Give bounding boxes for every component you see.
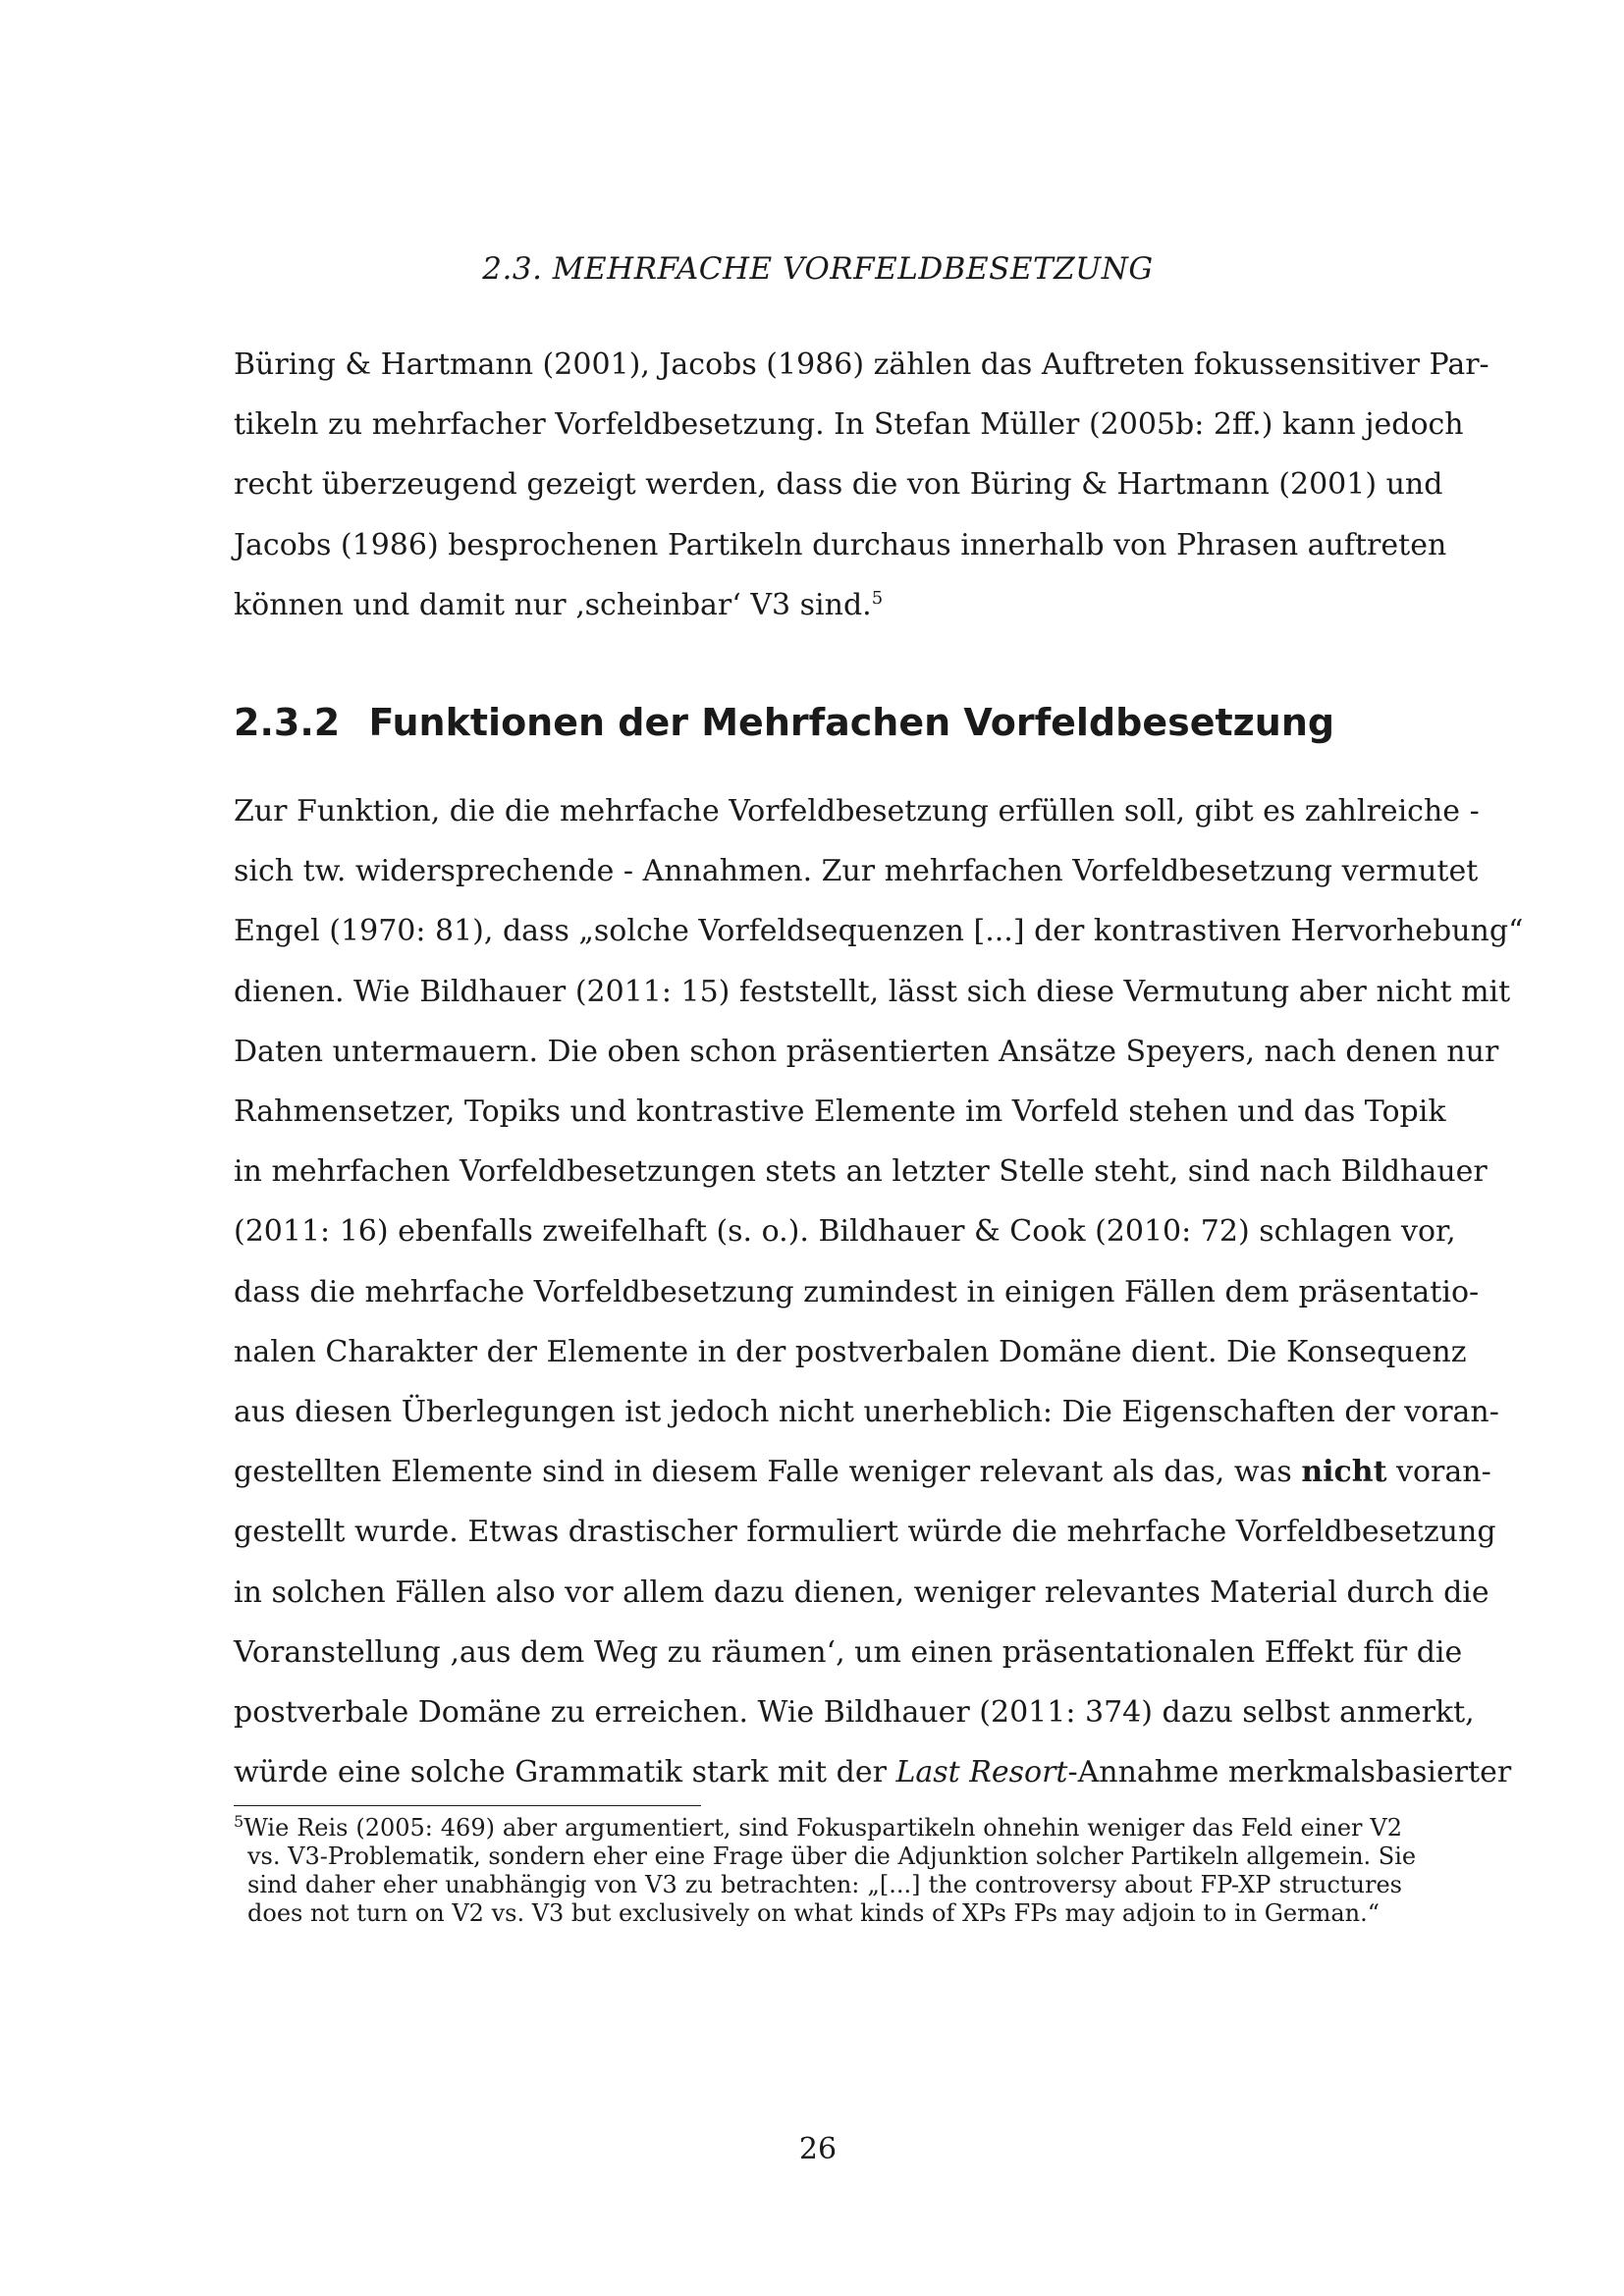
paragraph-2-line: dienen. Wie Bildhauer (2011: 15) feststellt, lässt sich diese Vermutung aber nicht mit (234, 974, 1511, 1009)
paragraph-1-line: Büring & Hartmann (2001), Jacobs (1986) zählen das Auftreten fokussensitiver Par- (234, 347, 1489, 382)
footnote-reference[interactable]: 5 (871, 587, 884, 609)
paragraph-2-line: Rahmensetzer, Topiks und kontrastive Elemente im Vorfeld stehen und das Topik (234, 1095, 1446, 1130)
paragraph-2-line: in solchen Fällen also vor allem dazu dienen, weniger relevantes Material durch die (234, 1575, 1489, 1610)
paragraph-1-line: recht überzeugend gezeigt werden, dass die von Büring & Hartmann (2001) und (234, 467, 1443, 503)
paragraph-2-line: Daten untermauern. Die oben schon präsentierten Ansätze Speyers, nach denen nur (234, 1034, 1499, 1069)
paragraph-2-line-with-emphasis (234, 1442, 1491, 1502)
paragraph-1-last-line (234, 575, 1402, 635)
paragraph-2-line-with-italic (234, 1742, 1512, 1802)
paragraph-1-line: Jacobs (1986) besprochenen Partikeln durchaus innerhalb von Phrasen auftreten (234, 527, 1447, 562)
paragraph-2-line: gestellt wurde. Etwas drastischer formuliert würde die mehrfache Vorfeldbesetzung (234, 1515, 1496, 1550)
footnote-first-line (234, 1814, 1402, 1842)
paragraph-2-line: dass die mehrfache Vorfeldbesetzung zumindest in einigen Fällen dem präsentatio- (234, 1274, 1480, 1309)
italic-line-post: -Annahme merkmalsbasierter (1067, 1755, 1512, 1790)
page-number: 26 (798, 2132, 838, 2166)
paragraph-2-line: in mehrfachen Vorfeldbesetzungen stets an letzter Stelle steht, sind nach Bildhauer (234, 1154, 1488, 1190)
paragraph-2 (234, 781, 1524, 1802)
footnote-marker: 5 (234, 1812, 244, 1831)
paragraph-2-line: Engel (1970: 81), dass „solche Vorfeldsequenzen [...] der kontrastiven Hervorhebung“ (234, 914, 1524, 949)
footnote (234, 1812, 1417, 1928)
paragraph-2-line: postverbale Domäne zu erreichen. Wie Bildhauer (2011: 374) dazu selbst anmerkt, (234, 1695, 1475, 1731)
paragraph-2-line: Voranstellung ‚aus dem Weg zu räumen‘, um einen präsentationalen Effekt für die (234, 1634, 1463, 1670)
italic-term-last-resort: Last Resort (895, 1755, 1068, 1790)
footnote-line-text: Wie Reis (2005: 469) aber argumentiert, sind Fokuspartikeln ohnehin weniger das Feld einer V2 (244, 1814, 1402, 1842)
section-number: 2.3.2 (234, 701, 341, 744)
emphasis-line-post: voran- (1386, 1455, 1491, 1490)
footnote-separator-rule (234, 1805, 701, 1806)
footnote-line: sind daher eher unabhängig von V3 zu betrachten: „[...] the controversy about FP-XP structures (247, 1871, 1402, 1898)
paragraph-2-line: (2011: 16) ebenfalls zweifelhaft (s. o.). Bildhauer & Cook (2010: 72) schlagen vor, (234, 1214, 1456, 1250)
paragraph-2-line: Zur Funktion, die die mehrfache Vorfeldbesetzung erfüllen soll, gibt es zahlreiche - (234, 794, 1480, 828)
paragraph-2-line: aus diesen Überlegungen ist jedoch nicht unerheblich: Die Eigenschaften der voran- (234, 1395, 1499, 1430)
paragraph-1-line: tikeln zu mehrfacher Vorfeldbesetzung. In Stefan Müller (2005b: 2ff.) kann jedoch (234, 407, 1464, 443)
bold-emphasis-nicht: nicht (1301, 1455, 1387, 1490)
running-header: 2.3. MEHRFACHE VORFELDBESETZUNG (482, 251, 1154, 287)
italic-line-pre: würde eine solche Grammatik stark mit der (234, 1755, 896, 1790)
paragraph-2-line: nalen Charakter der Elemente in der postverbalen Domäne dient. Die Konsequenz (234, 1334, 1467, 1369)
paragraph-2-line: sich tw. widersprechende - Annahmen. Zur mehrfachen Vorfeldbesetzung vermutet (234, 854, 1479, 889)
section-heading (234, 693, 1402, 752)
footnote-last-line: does not turn on V2 vs. V3 but exclusively on what kinds of XPs FPs may adjoin to in German.“ (247, 1899, 1380, 1927)
paragraph-1 (234, 335, 1489, 635)
section-title: Funktionen der Mehrfachen Vorfeldbesetzung (368, 701, 1335, 744)
paragraph-1-last-line-text: können und damit nur ‚scheinbar‘ V3 sind. (234, 587, 872, 622)
emphasis-line-pre: gestellten Elemente sind in diesem Falle weniger relevant als das, was (234, 1455, 1302, 1490)
footnote-line: vs. V3-Problematik, sondern eher eine Frage über die Adjunktion solcher Partikeln allgemein. Sie (247, 1842, 1417, 1870)
